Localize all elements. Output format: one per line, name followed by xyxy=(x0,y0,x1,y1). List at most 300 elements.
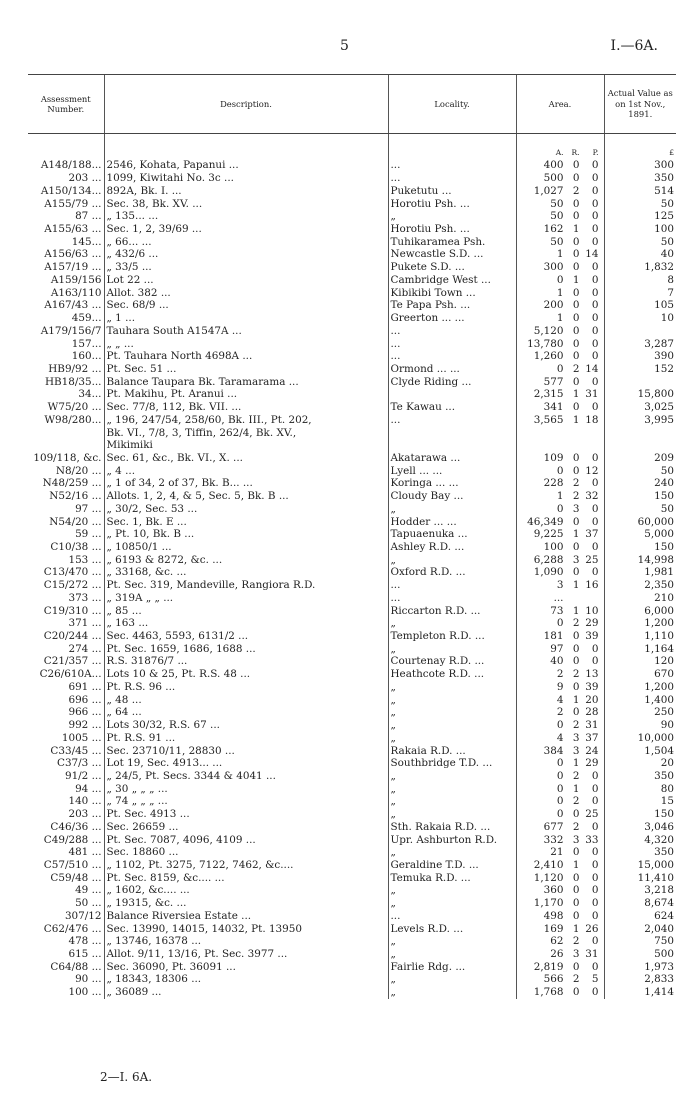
locality: Te Kawau ... xyxy=(388,401,516,414)
area xyxy=(516,719,604,732)
actual-value: 15,000 xyxy=(604,859,676,872)
assessment-number: A155/63 ... xyxy=(44,223,102,236)
locality: Greerton ... ... xyxy=(388,312,516,325)
assessment-number: A148/188... xyxy=(40,159,102,172)
table-row xyxy=(28,299,676,312)
table-row xyxy=(28,973,676,986)
assessment-number: A167/43 ... xyxy=(44,299,102,312)
unit-acres: A. xyxy=(555,147,564,157)
table-row xyxy=(28,554,676,567)
area-roods: 0 xyxy=(572,261,580,274)
actual-value: 8,674 xyxy=(604,897,676,910)
actual-value: 50 xyxy=(604,236,676,249)
actual-value: 624 xyxy=(604,910,676,923)
locality: Puketutu ... xyxy=(388,185,516,198)
locality: Horotiu Psh. ... xyxy=(388,223,516,236)
locality: „ xyxy=(388,681,516,694)
area xyxy=(516,605,604,618)
description: Sec. 4463, 5593, 6131/2 ... xyxy=(104,630,388,643)
area xyxy=(516,770,604,783)
area-perches: 29 xyxy=(585,757,599,770)
actual-value: 1,200 xyxy=(604,681,676,694)
locality: ... xyxy=(388,325,516,338)
table-row xyxy=(28,159,676,172)
locality: „ xyxy=(388,719,516,732)
header-description: Description. xyxy=(104,75,388,134)
locality: „ xyxy=(388,935,516,948)
area xyxy=(516,477,604,490)
area-acres: 341 xyxy=(543,401,564,414)
area-roods: 0 xyxy=(572,655,580,668)
actual-value: 390 xyxy=(604,350,676,363)
table-row xyxy=(28,452,676,465)
area-perches: 39 xyxy=(585,680,599,693)
locality: „ xyxy=(388,795,516,808)
area-roods: 3 xyxy=(572,553,580,566)
assessment-number: 97 ... xyxy=(75,502,102,515)
assessment-number: A150/134... xyxy=(40,184,102,197)
area xyxy=(516,248,604,261)
area-perches: 0 xyxy=(591,172,599,185)
table-row xyxy=(28,872,676,885)
description: „ 74 „ „ „ ... xyxy=(104,795,388,808)
actual-value: 2,833 xyxy=(604,973,676,986)
area-perches: 0 xyxy=(591,541,599,553)
area xyxy=(516,172,604,185)
actual-value: 10,000 xyxy=(604,732,676,745)
assessment-number: C33/45 ... xyxy=(50,744,102,757)
actual-value: 3,995 xyxy=(604,414,676,427)
actual-value: 120 xyxy=(604,655,676,668)
area xyxy=(516,528,604,541)
area-perches: 29 xyxy=(585,617,599,630)
area-roods: 0 xyxy=(572,846,580,859)
area xyxy=(516,923,604,936)
assessment-table xyxy=(28,74,676,999)
area-roods: 0 xyxy=(572,630,580,643)
actual-value xyxy=(604,325,676,338)
area-perches: 0 xyxy=(591,451,599,464)
area-roods: 0 xyxy=(572,808,580,821)
description: Balance Riversiea Estate ... xyxy=(104,910,388,923)
actual-value: 105 xyxy=(604,299,676,312)
area-perches: 0 xyxy=(591,235,599,248)
locality: „ xyxy=(388,643,516,656)
assessment-number: C49/288 ... xyxy=(43,833,102,846)
assessment-number: 49 ... xyxy=(75,884,102,897)
table-row xyxy=(28,172,676,185)
area xyxy=(516,681,604,694)
actual-value: 3,025 xyxy=(604,401,676,414)
area-acres: 62 xyxy=(550,935,564,948)
area-acres: 300 xyxy=(543,261,564,274)
locality: Upr. Ashburton R.D. xyxy=(388,834,516,847)
area xyxy=(516,338,604,351)
table-row xyxy=(28,961,676,974)
actual-value: 8 xyxy=(604,274,676,287)
area xyxy=(516,808,604,821)
area-acres: 1,260 xyxy=(533,350,564,363)
area-acres: 1 xyxy=(556,286,564,299)
area-perches: 0 xyxy=(591,515,599,528)
area-perches: 0 xyxy=(591,210,599,223)
area-roods: 2 xyxy=(572,769,580,782)
locality xyxy=(388,439,516,452)
actual-value: 40 xyxy=(604,248,676,261)
area-acres: 169 xyxy=(543,922,564,935)
table-row xyxy=(28,439,676,452)
area-acres: 360 xyxy=(543,884,564,897)
table-row xyxy=(28,910,676,923)
area-acres: 677 xyxy=(543,820,564,833)
actual-value: 240 xyxy=(604,477,676,490)
area-acres: 21 xyxy=(550,846,564,859)
area-perches: 0 xyxy=(591,935,599,948)
locality: Courtenay R.D. ... xyxy=(388,655,516,668)
table-row xyxy=(28,643,676,656)
area-roods: 1 xyxy=(572,922,580,935)
description: Pt. Sec. 7087, 4096, 4109 ... xyxy=(104,834,388,847)
locality: Cloudy Bay ... xyxy=(388,490,516,503)
area xyxy=(516,236,604,249)
area-roods: 1 xyxy=(572,782,580,795)
area-acres: 4 xyxy=(556,731,564,744)
unit-pounds: £ xyxy=(604,147,676,160)
description: Pt. Sec. 8159, &c.... ... xyxy=(104,872,388,885)
area-perches: 0 xyxy=(591,884,599,897)
table-row xyxy=(28,948,676,961)
area xyxy=(516,210,604,223)
assessment-number: HB18/35... xyxy=(44,375,102,388)
assessment-number: 109/118, &c. xyxy=(33,451,102,464)
area-perches: 0 xyxy=(591,502,599,515)
area-roods: 3 xyxy=(572,948,580,960)
area-perches: 5 xyxy=(591,973,599,986)
area-acres: 2,315 xyxy=(533,388,564,401)
assessment-number: N48/259 ... xyxy=(42,477,102,490)
actual-value: 1,981 xyxy=(604,566,676,579)
area xyxy=(516,185,604,198)
area-acres: 2,819 xyxy=(533,960,564,973)
locality: Lyell ... ... xyxy=(388,465,516,478)
area-acres: 46,349 xyxy=(527,515,564,528)
locality: Ormond ... ... xyxy=(388,363,516,376)
area-acres: 50 xyxy=(550,197,564,210)
assessment-number: 50 ... xyxy=(75,897,102,910)
description: „ Pt. 10, Bk. B ... xyxy=(104,528,388,541)
actual-value: 10 xyxy=(604,312,676,325)
table-row xyxy=(28,388,676,401)
area-roods: 0 xyxy=(572,235,580,248)
area-roods: 0 xyxy=(572,350,580,363)
assessment-number xyxy=(28,439,104,452)
area-acres: 73 xyxy=(550,604,564,617)
description: Allot. 382 ... xyxy=(104,287,388,300)
assessment-number: 966 ... xyxy=(68,706,102,719)
area-acres: 26 xyxy=(550,948,564,960)
area-acres: 400 xyxy=(543,159,564,172)
area-roods: 0 xyxy=(572,960,580,973)
assessment-number: 696 ... xyxy=(68,693,102,706)
description: Sec. 1, Bk. E ... xyxy=(104,516,388,529)
area-roods: 2 xyxy=(572,477,580,490)
table-row xyxy=(28,350,676,363)
description: „ 48 ... xyxy=(104,694,388,707)
area-perches: 0 xyxy=(591,184,599,197)
locality: „ xyxy=(388,973,516,986)
locality: Oxford R.D. ... xyxy=(388,566,516,579)
actual-value: 500 xyxy=(604,948,676,961)
area-acres: 97 xyxy=(550,642,564,655)
assessment-number: 157... xyxy=(71,337,102,350)
assessment-number: C37/3 ... xyxy=(57,757,102,770)
area xyxy=(516,388,604,401)
table-row xyxy=(28,808,676,821)
table-row xyxy=(28,681,676,694)
actual-value: 150 xyxy=(604,541,676,554)
table-row xyxy=(28,757,676,770)
area-acres: 1,090 xyxy=(533,566,564,579)
assessment-number: 59 ... xyxy=(75,528,102,541)
actual-value: 3,287 xyxy=(604,338,676,351)
locality: „ xyxy=(388,503,516,516)
header-value: Actual Value as on 1st Nov., 1891. xyxy=(604,75,676,134)
locality: „ xyxy=(388,210,516,223)
area-perches: 0 xyxy=(591,655,599,668)
area-perches: 37 xyxy=(585,731,599,744)
area-perches: 32 xyxy=(585,490,599,503)
area-perches: 0 xyxy=(591,897,599,910)
area-perches: 0 xyxy=(591,782,599,795)
description: Pt. Sec. 1659, 1686, 1688 ... xyxy=(104,643,388,656)
table-row xyxy=(28,516,676,529)
assessment-number: 203 ... xyxy=(68,172,102,185)
table-row xyxy=(28,363,676,376)
table-row xyxy=(28,770,676,783)
locality: Templeton R.D. ... xyxy=(388,630,516,643)
table-row xyxy=(28,884,676,897)
assessment-number: 373 ... xyxy=(68,591,102,604)
locality: „ xyxy=(388,986,516,999)
area xyxy=(516,490,604,503)
area-perches: 10 xyxy=(585,604,599,617)
table-row xyxy=(28,732,676,745)
header-row xyxy=(28,75,676,134)
area-perches: 0 xyxy=(591,795,599,808)
description: „ 196, 247/54, 258/60, Bk. III., Pt. 202, xyxy=(104,414,388,427)
actual-value: 1,973 xyxy=(604,961,676,974)
area xyxy=(516,401,604,414)
description: Lots 30/32, R.S. 67 ... xyxy=(104,719,388,732)
assessment-number: HB9/92 ... xyxy=(48,362,102,375)
description: „ 4 ... xyxy=(104,465,388,478)
description: „ 18343, 18306 ... xyxy=(104,973,388,986)
table-row xyxy=(28,897,676,910)
description: „ 1 ... xyxy=(104,312,388,325)
description: 1099, Kiwitahi No. 3c ... xyxy=(104,172,388,185)
area-perches: 24 xyxy=(585,744,599,757)
area xyxy=(516,274,604,287)
assessment-number: C59/48 ... xyxy=(50,871,102,884)
assessment-number: C10/38 ... xyxy=(50,541,102,553)
area-roods: 1 xyxy=(572,273,580,286)
table-row xyxy=(28,719,676,732)
area-acres: 566 xyxy=(543,973,564,986)
description: Tauhara South A1547A ... xyxy=(104,325,388,338)
area xyxy=(516,617,604,630)
table-row xyxy=(28,274,676,287)
locality: Te Papa Psh. ... xyxy=(388,299,516,312)
area-perches: 26 xyxy=(585,922,599,935)
area xyxy=(516,287,604,300)
area-roods: 2 xyxy=(572,973,580,986)
assessment-number: 90 ... xyxy=(75,973,102,986)
assessment-number: N52/16 ... xyxy=(49,490,102,503)
area xyxy=(516,427,604,440)
area xyxy=(516,732,604,745)
locality: Southbridge T.D. ... xyxy=(388,757,516,770)
area-acres: 1,768 xyxy=(533,986,564,999)
area xyxy=(516,745,604,758)
area-perches: 0 xyxy=(591,986,599,999)
actual-value: 80 xyxy=(604,783,676,796)
table-row xyxy=(28,630,676,643)
area-acres: 4 xyxy=(556,693,564,706)
assessment-number: 481 ... xyxy=(68,846,102,859)
description: Sec. 61, &c., Bk. VI., X. ... xyxy=(104,452,388,465)
table-row xyxy=(28,210,676,223)
area-roods: 0 xyxy=(572,541,580,553)
locality: Heathcote R.D. ... xyxy=(388,668,516,681)
table-row xyxy=(28,541,676,554)
table-row xyxy=(28,490,676,503)
actual-value: 250 xyxy=(604,706,676,719)
locality: ... xyxy=(388,579,516,592)
area-perches: 31 xyxy=(585,719,599,732)
actual-value: 50 xyxy=(604,465,676,478)
area-roods: 0 xyxy=(572,464,580,477)
locality: Levels R.D. ... xyxy=(388,923,516,936)
area xyxy=(516,299,604,312)
area-roods: 0 xyxy=(572,299,580,312)
area-perches: 20 xyxy=(585,693,599,706)
area xyxy=(516,312,604,325)
table-row xyxy=(28,579,676,592)
area-perches: 14 xyxy=(585,362,599,375)
area-acres: 50 xyxy=(550,235,564,248)
area-perches: 0 xyxy=(591,350,599,363)
area-roods: 0 xyxy=(572,680,580,693)
assessment-number: 87 ... xyxy=(75,210,102,223)
actual-value: 15 xyxy=(604,795,676,808)
table-row xyxy=(28,655,676,668)
assessment-number: 992 ... xyxy=(68,719,102,732)
area xyxy=(516,910,604,923)
area-acres: 3 xyxy=(556,579,564,592)
area-perches: 0 xyxy=(591,642,599,655)
actual-value: 7 xyxy=(604,287,676,300)
locality: ... xyxy=(388,159,516,172)
locality: „ xyxy=(388,770,516,783)
locality: Akatarawa ... xyxy=(388,452,516,465)
area-acres: ... xyxy=(553,591,564,604)
area-roods: 3 xyxy=(572,744,580,757)
area-roods: 1 xyxy=(572,757,580,770)
area xyxy=(516,668,604,681)
area-perches: 0 xyxy=(591,197,599,210)
assessment-number: 91/2 ... xyxy=(64,769,102,782)
area-perches: 0 xyxy=(591,375,599,388)
area-acres: 2 xyxy=(556,668,564,681)
area xyxy=(516,884,604,897)
assessment-number: A156/63 ... xyxy=(44,248,102,261)
area-perches: 0 xyxy=(591,820,599,833)
area xyxy=(516,592,604,605)
area-roods: 0 xyxy=(572,286,580,299)
area-perches: 0 xyxy=(591,477,599,490)
area-perches: 0 xyxy=(591,960,599,973)
table-row xyxy=(28,376,676,389)
area xyxy=(516,948,604,961)
area-acres: 1,120 xyxy=(533,871,564,884)
area xyxy=(516,350,604,363)
description: Lot 19, Sec. 4913... ... xyxy=(104,757,388,770)
actual-value: 90 xyxy=(604,719,676,732)
area-perches: 0 xyxy=(591,273,599,286)
description: Pt. Sec. 319, Mandeville, Rangiora R.D. xyxy=(104,579,388,592)
actual-value: 11,410 xyxy=(604,872,676,885)
area-acres: 1,170 xyxy=(533,897,564,910)
assessment-number: 153 ... xyxy=(68,553,102,566)
description: „ 30 „ „ „ ... xyxy=(104,783,388,796)
actual-value: 15,800 xyxy=(604,388,676,401)
locality: „ xyxy=(388,732,516,745)
locality: Pukete S.D. ... xyxy=(388,261,516,274)
actual-value: 152 xyxy=(604,363,676,376)
assessment-number: 145... xyxy=(71,235,102,248)
area-perches: 0 xyxy=(591,566,599,579)
locality: ... xyxy=(388,592,516,605)
assessment-number: 371 ... xyxy=(68,617,102,630)
locality: „ xyxy=(388,884,516,897)
locality: Hodder ... ... xyxy=(388,516,516,529)
area-acres: 1 xyxy=(556,312,564,325)
area-acres: 0 xyxy=(556,769,564,782)
assessment-number: 459... xyxy=(71,312,102,325)
actual-value: 150 xyxy=(604,808,676,821)
table-row xyxy=(28,706,676,719)
area-acres: 0 xyxy=(556,502,564,515)
area xyxy=(516,579,604,592)
locality: Geraldine T.D. ... xyxy=(388,859,516,872)
description: Sec. 1, 2, 39/69 ... xyxy=(104,223,388,236)
description: Sec. 18860 ... xyxy=(104,846,388,859)
assessment-number: 307/12 xyxy=(64,909,102,922)
area-acres: 9 xyxy=(556,680,564,693)
units-row xyxy=(28,147,676,160)
locality: Horotiu Psh. ... xyxy=(388,198,516,211)
description: „ 1102, Pt. 3275, 7122, 7462, &c.... xyxy=(104,859,388,872)
actual-value: 350 xyxy=(604,846,676,859)
description: „ 163 ... xyxy=(104,617,388,630)
area-perches: 0 xyxy=(591,337,599,350)
actual-value: 670 xyxy=(604,668,676,681)
description: „ 10850/1 ... xyxy=(104,541,388,554)
header-assessment-number: Assessment Number. xyxy=(28,75,104,134)
table-row xyxy=(28,795,676,808)
area xyxy=(516,846,604,859)
area-roods: 1 xyxy=(572,413,580,426)
